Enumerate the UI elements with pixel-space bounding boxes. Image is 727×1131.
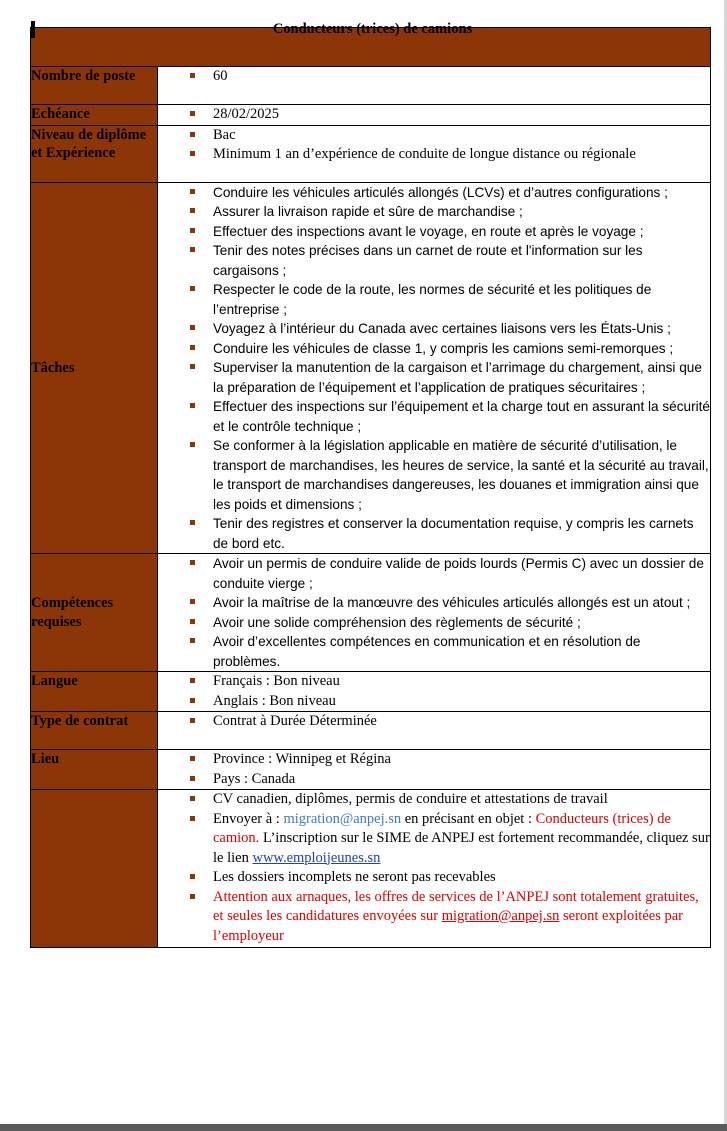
label-lieu: Lieu <box>31 750 158 790</box>
email-link-warning[interactable]: migration@anpej.sn <box>441 908 560 924</box>
list-item: Pays : Canada <box>158 770 710 790</box>
list-item: Français : Bon niveau <box>158 672 710 692</box>
list-item: Bac <box>158 126 710 146</box>
label-taches: Tâches <box>31 182 158 554</box>
list-item: Conduire les véhicules articulés allongés (LCVs) et d’autres configurations ; <box>158 183 710 203</box>
website-link[interactable]: www.emploijeunes.sn <box>252 849 381 866</box>
email-link[interactable]: migration@anpej.sn <box>283 810 402 827</box>
bottom-bar <box>0 1124 727 1131</box>
row-echeance <box>31 105 711 126</box>
row-contrat <box>31 712 711 750</box>
label-langue: Langue <box>31 672 158 712</box>
list-item: Voyagez à l’intérieur du Canada avec certaines liaisons vers les États-Unis ; <box>158 319 710 339</box>
row-competences <box>31 554 711 672</box>
list-item: Les dossiers incomplets ne seront pas recevables <box>158 868 710 888</box>
list-item: Anglais : Bon niveau <box>158 692 710 712</box>
label-echeance: Echéance <box>31 105 158 126</box>
list-item: Contrat à Durée Déterminée <box>158 712 710 732</box>
title-row <box>31 28 711 67</box>
list-item: Effectuer des inspections avant le voyage, en route et après le voyage ; <box>158 222 710 242</box>
list-item: Minimum 1 an d’expérience de conduite de longue distance ou régionale <box>158 145 710 165</box>
row-dossier <box>31 790 711 948</box>
list-item: Assurer la livraison rapide et sûre de marchandise ; <box>158 202 710 222</box>
list-item: Superviser la manutention de la cargaison et l’arrimage du chargement, ainsi que la préparation de l’équipement et l’application de pratiques sécuritaires ; <box>158 358 710 397</box>
row-niveau <box>31 125 711 182</box>
list-item: Respecter le code de la route, les normes de sécurité et les politiques de l’entreprise ; <box>158 280 710 319</box>
row-langue <box>31 672 711 712</box>
list-item-warning: Attention aux arnaques, les offres de services de l’ANPEJ sont totalement gratuites, et seules les candidatures envoyées sur migration@anpej.sn seront exploitées par l’employeur <box>158 888 710 947</box>
row-postes <box>31 67 711 105</box>
list-item: Tenir des registres et conserver la documentation requise, y compris les carnets de bord etc. <box>158 514 710 553</box>
list-item: Tenir des notes précises dans un carnet de route et l'information sur les cargaisons ; <box>158 241 710 280</box>
label-postes: Nombre de poste <box>31 67 158 105</box>
title-bar <box>31 21 710 38</box>
label-contrat: Type de contrat <box>31 712 158 750</box>
email-subject: Conducteurs (trices) de camion. <box>213 810 671 846</box>
table-title: Conducteurs (trices) de camions <box>272 21 473 37</box>
label-niveau: Niveau de diplôme et Expérience <box>31 125 158 182</box>
list-item: 28/02/2025 <box>158 105 710 125</box>
list-item: Effectuer des inspections sur l’équipement et la charge tout en assurant la sécurité et le contrôle technique ; <box>158 397 710 436</box>
list-item: 60 <box>158 67 710 87</box>
list-item: Conduire les véhicules de classe 1, y compris les camions semi-remorques ; <box>158 339 710 359</box>
list-item: CV canadien, diplômes, permis de conduire et attestations de travail <box>158 790 710 810</box>
list-item: Avoir d’excellentes compétences en communication et en résolution de problèmes. <box>158 632 710 671</box>
label-dossier <box>31 790 158 948</box>
list-item: Avoir la maîtrise de la manœuvre des véhicules articulés allongés est un atout ; <box>158 593 710 613</box>
list-item: Avoir un permis de conduire valide de poids lourds (Permis C) avec un dossier de conduite vierge ; <box>158 554 710 593</box>
row-taches <box>31 182 711 554</box>
title-cell <box>31 21 711 67</box>
job-offer-table <box>30 21 711 948</box>
list-item: Envoyer à : migration@anpej.sn en précisant en objet : Conducteurs (trices) de camion. L’inscription sur le SIME de ANPEJ est fortement recommandée, cliquez sur le lien www.emploijeunes.sn <box>158 810 710 869</box>
list-item: Province : Winnipeg et Régina <box>158 750 710 770</box>
list-item: Se conformer à la législation applicable en matière de sécurité d’utilisation, le transport de marchandises, les heures de service, la santé et la sécurité au travail, le transport de marchandises dangereuses, les douanes et immigration ainsi que les poids et dimensions ; <box>158 436 710 514</box>
label-competences: Compétences requises <box>31 554 158 672</box>
list-item: Avoir une solide compréhension des règlements de sécurité ; <box>158 613 710 633</box>
row-lieu <box>31 750 711 790</box>
